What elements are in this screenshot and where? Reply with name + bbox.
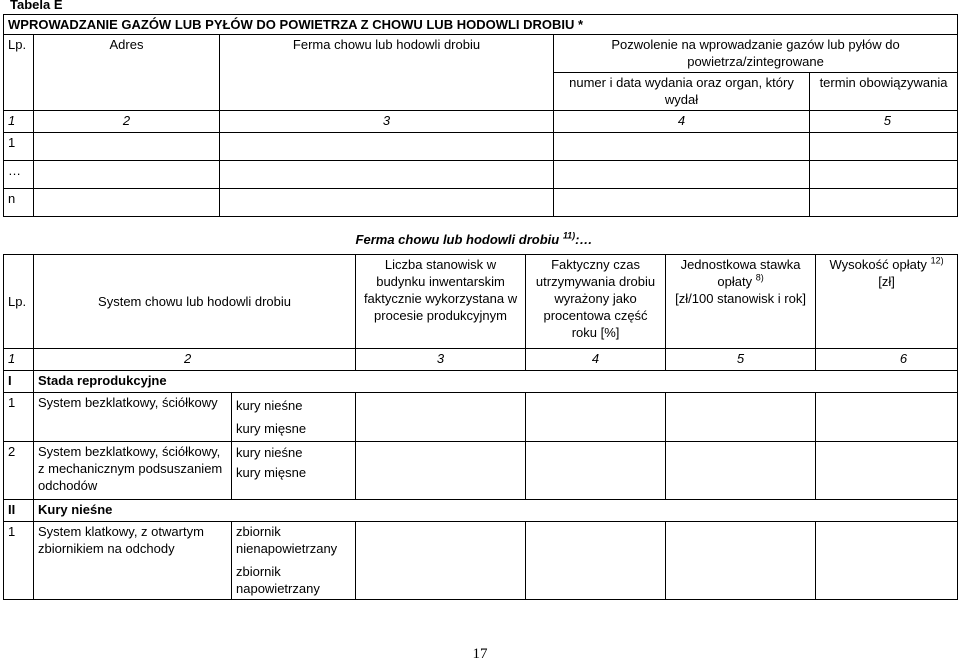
header-system: System chowu lub hodowli drobiu bbox=[34, 254, 356, 348]
row-number: 2 bbox=[4, 441, 34, 499]
page-number: 17 bbox=[472, 646, 488, 662]
header-permit-number: numer i data wydania oraz organ, który wydał bbox=[554, 73, 810, 111]
table-caption: Tabela E bbox=[10, 0, 63, 12]
system-name: System bezklatkowy, ściółkowy, z mechanicznym podsuszaniem odchodów bbox=[34, 441, 232, 499]
header-lp: Lp. bbox=[4, 254, 34, 348]
section-row bbox=[4, 499, 958, 521]
farm-header: Ferma chowu lub hodowli drobiu $^{11)}$:… bbox=[356, 230, 666, 254]
header-lp: Lp. bbox=[4, 35, 34, 111]
header-address: Adres bbox=[34, 35, 220, 111]
column-number: 4 bbox=[554, 111, 810, 133]
column-number: 1 bbox=[4, 348, 34, 370]
row-label: … bbox=[4, 161, 34, 189]
header-amount: Wysokość opłaty $^{12)}$ [zł] bbox=[816, 254, 958, 348]
system-name: System klatkowy, z otwartym zbiornikiem na odchody bbox=[34, 521, 232, 599]
header-permit-term: termin obowiązywania bbox=[810, 73, 958, 111]
section-number: I bbox=[4, 370, 34, 392]
row-number: 1 bbox=[4, 521, 34, 599]
row-label: n bbox=[4, 189, 34, 217]
table-row bbox=[4, 392, 958, 441]
column-number: 6 bbox=[816, 348, 958, 370]
column-number-row bbox=[4, 348, 958, 370]
column-number: 3 bbox=[220, 111, 554, 133]
table-row bbox=[4, 189, 958, 217]
permit-table-title: WPROWADZANIE GAZÓW LUB PYŁÓW DO POWIETRZA Z CHOWU LUB HODOWLI DROBIU * bbox=[4, 15, 958, 35]
row-number: 1 bbox=[4, 392, 34, 441]
table-row bbox=[4, 133, 958, 161]
table-row bbox=[4, 161, 958, 189]
header-rate: Jednostkowa stawka opłaty $^{8)}$ [zł/100 stanowisk i rok] bbox=[666, 254, 816, 348]
fee-table bbox=[3, 230, 958, 600]
poultry-types: zbiornik nienapowietrzany zbiornik napowietrzany bbox=[232, 521, 356, 599]
header-farm: Ferma chowu lub hodowli drobiu bbox=[220, 35, 554, 111]
poultry-types: kury nieśne kury mięsne bbox=[232, 392, 356, 441]
header-stands: Liczba stanowisk w budynku inwentarskim faktycznie wykorzystana w procesie produkcyjnym bbox=[356, 254, 526, 348]
column-number: 1 bbox=[4, 111, 34, 133]
column-number: 2 bbox=[34, 348, 356, 370]
column-number: 2 bbox=[34, 111, 220, 133]
column-number: 5 bbox=[810, 111, 958, 133]
section-title: Stada reprodukcyjne bbox=[34, 370, 958, 392]
section-title: Kury nieśne bbox=[34, 499, 958, 521]
column-number: 4 bbox=[526, 348, 666, 370]
table-row bbox=[4, 441, 958, 499]
column-number: 5 bbox=[666, 348, 816, 370]
system-name: System bezklatkowy, ściółkowy bbox=[34, 392, 232, 441]
section-number: II bbox=[4, 499, 34, 521]
header-permit: Pozwolenie na wprowadzanie gazów lub pyłów do powietrza/zintegrowane bbox=[554, 35, 958, 73]
column-number-row bbox=[4, 111, 958, 133]
poultry-types: kury nieśne kury mięsne bbox=[232, 441, 356, 499]
table-row bbox=[4, 521, 958, 599]
row-label: 1 bbox=[4, 133, 34, 161]
column-number: 3 bbox=[356, 348, 526, 370]
header-time: Faktyczny czas utrzymywania drobiu wyrażony jako procentowa część roku [%] bbox=[526, 254, 666, 348]
permit-table bbox=[3, 14, 958, 217]
section-row bbox=[4, 370, 958, 392]
